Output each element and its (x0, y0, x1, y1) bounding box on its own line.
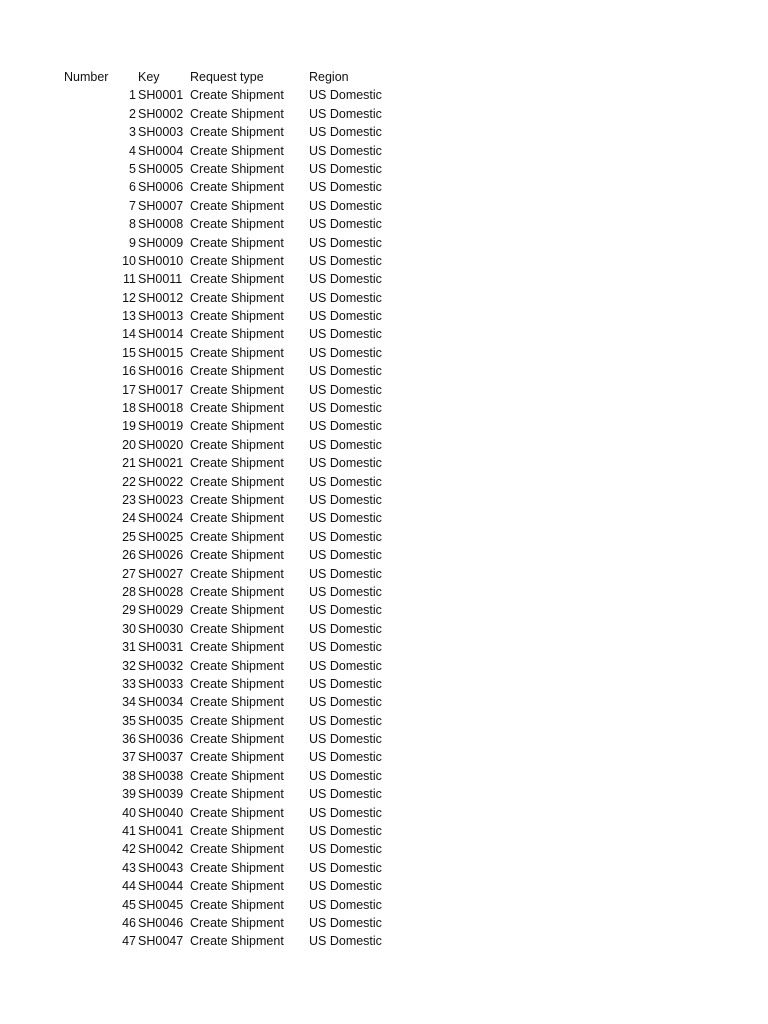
cell-key: SH0013 (138, 309, 184, 324)
cell-number: 1 (129, 88, 136, 103)
cell-number: 19 (122, 419, 136, 434)
cell-region: US Domestic (309, 603, 382, 618)
cell-request-type: Create Shipment (190, 125, 284, 140)
cell-request-type: Create Shipment (190, 382, 284, 397)
cell-request-type: Create Shipment (190, 603, 284, 618)
cell-region: US Domestic (309, 621, 382, 636)
table-row (0, 234, 768, 252)
cell-region: US Domestic (309, 401, 382, 416)
cell-request-type: Create Shipment (190, 235, 284, 250)
cell-number: 44 (122, 879, 136, 894)
cell-number: 37 (122, 750, 136, 765)
cell-request-type: Create Shipment (190, 492, 284, 507)
cell-region: US Domestic (309, 934, 382, 949)
cell-request-type: Create Shipment (190, 161, 284, 176)
cell-request-type: Create Shipment (190, 768, 284, 783)
cell-region: US Domestic (309, 695, 382, 710)
cell-number: 14 (122, 327, 136, 342)
table-row (0, 86, 768, 104)
cell-number: 43 (122, 860, 136, 875)
cell-number: 39 (122, 787, 136, 802)
cell-key: SH0017 (138, 382, 184, 397)
cell-key: SH0011 (138, 272, 183, 287)
cell-key: SH0030 (138, 621, 184, 636)
cell-key: SH0021 (138, 456, 184, 471)
cell-request-type: Create Shipment (190, 676, 284, 691)
cell-request-type: Create Shipment (190, 88, 284, 103)
cell-region: US Domestic (309, 860, 382, 875)
cell-number: 15 (122, 345, 136, 360)
cell-region: US Domestic (309, 897, 382, 912)
table-row (0, 657, 768, 675)
cell-region: US Domestic (309, 787, 382, 802)
cell-region: US Domestic (309, 915, 382, 930)
cell-number: 4 (129, 143, 136, 158)
cell-key: SH0039 (138, 787, 184, 802)
cell-region: US Domestic (309, 161, 382, 176)
cell-key: SH0027 (138, 566, 184, 581)
cell-key: SH0004 (138, 143, 184, 158)
cell-region: US Domestic (309, 309, 382, 324)
cell-request-type: Create Shipment (190, 419, 284, 434)
table-row (0, 804, 768, 822)
cell-key: SH0016 (138, 364, 184, 379)
cell-request-type: Create Shipment (190, 658, 284, 673)
cell-number: 25 (122, 529, 136, 544)
cell-region: US Domestic (309, 529, 382, 544)
cell-request-type: Create Shipment (190, 217, 284, 232)
cell-request-type: Create Shipment (190, 934, 284, 949)
shipment-table (0, 68, 768, 951)
cell-region: US Domestic (309, 732, 382, 747)
cell-number: 2 (129, 106, 136, 121)
cell-request-type: Create Shipment (190, 437, 284, 452)
cell-number: 9 (129, 235, 136, 250)
table-row (0, 270, 768, 288)
table-row (0, 896, 768, 914)
table-row (0, 362, 768, 380)
cell-request-type: Create Shipment (190, 309, 284, 324)
cell-region: US Domestic (309, 566, 382, 581)
table-row (0, 289, 768, 307)
table-row (0, 785, 768, 803)
cell-request-type: Create Shipment (190, 143, 284, 158)
cell-request-type: Create Shipment (190, 511, 284, 526)
table-row (0, 620, 768, 638)
table-row (0, 454, 768, 472)
cell-region: US Domestic (309, 88, 382, 103)
cell-region: US Domestic (309, 511, 382, 526)
cell-request-type: Create Shipment (190, 364, 284, 379)
cell-number: 3 (129, 125, 136, 140)
cell-region: US Domestic (309, 382, 382, 397)
table-row (0, 932, 768, 950)
cell-key: SH0006 (138, 180, 184, 195)
cell-request-type: Create Shipment (190, 860, 284, 875)
table-row (0, 381, 768, 399)
table-row (0, 565, 768, 583)
cell-region: US Domestic (309, 548, 382, 563)
cell-request-type: Create Shipment (190, 272, 284, 287)
cell-region: US Domestic (309, 658, 382, 673)
table-row (0, 399, 768, 417)
cell-request-type: Create Shipment (190, 401, 284, 416)
cell-region: US Domestic (309, 419, 382, 434)
cell-number: 13 (122, 309, 136, 324)
cell-request-type: Create Shipment (190, 805, 284, 820)
cell-request-type: Create Shipment (190, 879, 284, 894)
table-row (0, 748, 768, 766)
cell-number: 27 (122, 566, 136, 581)
cell-number: 6 (129, 180, 136, 195)
cell-number: 16 (122, 364, 136, 379)
cell-key: SH0029 (138, 603, 184, 618)
cell-key: SH0037 (138, 750, 184, 765)
cell-key: SH0045 (138, 897, 184, 912)
table-row (0, 528, 768, 546)
table-row (0, 730, 768, 748)
cell-region: US Domestic (309, 180, 382, 195)
cell-number: 40 (122, 805, 136, 820)
table-row (0, 767, 768, 785)
cell-key: SH0010 (138, 253, 184, 268)
cell-key: SH0015 (138, 345, 184, 360)
cell-key: SH0038 (138, 768, 184, 783)
table-row (0, 252, 768, 270)
cell-key: SH0005 (138, 161, 184, 176)
cell-key: SH0026 (138, 548, 184, 563)
cell-number: 20 (122, 437, 136, 452)
header-region: Region (309, 70, 349, 84)
cell-number: 12 (122, 290, 136, 305)
cell-key: SH0033 (138, 676, 184, 691)
cell-region: US Domestic (309, 768, 382, 783)
cell-request-type: Create Shipment (190, 180, 284, 195)
cell-request-type: Create Shipment (190, 290, 284, 305)
table-row (0, 215, 768, 233)
cell-region: US Domestic (309, 125, 382, 140)
cell-key: SH0034 (138, 695, 184, 710)
cell-region: US Domestic (309, 106, 382, 121)
cell-key: SH0024 (138, 511, 184, 526)
table-row (0, 840, 768, 858)
cell-key: SH0008 (138, 217, 184, 232)
cell-key: SH0018 (138, 401, 184, 416)
cell-region: US Domestic (309, 437, 382, 452)
cell-key: SH0007 (138, 198, 184, 213)
cell-region: US Domestic (309, 143, 382, 158)
table-header-row (0, 68, 768, 86)
cell-request-type: Create Shipment (190, 695, 284, 710)
cell-request-type: Create Shipment (190, 253, 284, 268)
table-row (0, 546, 768, 564)
cell-request-type: Create Shipment (190, 198, 284, 213)
cell-number: 11 (123, 272, 136, 287)
table-row (0, 325, 768, 343)
cell-number: 31 (122, 640, 136, 655)
cell-request-type: Create Shipment (190, 584, 284, 599)
table-row (0, 675, 768, 693)
table-row (0, 105, 768, 123)
cell-key: SH0003 (138, 125, 184, 140)
table-row (0, 197, 768, 215)
cell-number: 23 (122, 492, 136, 507)
cell-region: US Domestic (309, 492, 382, 507)
cell-number: 17 (122, 382, 136, 397)
cell-number: 18 (122, 401, 136, 416)
cell-region: US Domestic (309, 272, 382, 287)
cell-region: US Domestic (309, 235, 382, 250)
cell-number: 32 (122, 658, 136, 673)
cell-key: SH0035 (138, 713, 184, 728)
cell-region: US Domestic (309, 879, 382, 894)
cell-request-type: Create Shipment (190, 824, 284, 839)
cell-number: 38 (122, 768, 136, 783)
cell-number: 5 (129, 161, 136, 176)
cell-number: 24 (122, 511, 136, 526)
table-row (0, 344, 768, 362)
cell-number: 41 (122, 824, 136, 839)
cell-request-type: Create Shipment (190, 106, 284, 121)
cell-number: 47 (122, 934, 136, 949)
cell-number: 30 (122, 621, 136, 636)
table-row (0, 822, 768, 840)
cell-key: SH0028 (138, 584, 184, 599)
cell-key: SH0002 (138, 106, 184, 121)
cell-request-type: Create Shipment (190, 897, 284, 912)
cell-number: 35 (122, 713, 136, 728)
cell-key: SH0042 (138, 842, 184, 857)
table-body (0, 86, 768, 950)
cell-region: US Domestic (309, 290, 382, 305)
cell-region: US Domestic (309, 327, 382, 342)
table-row (0, 859, 768, 877)
cell-request-type: Create Shipment (190, 529, 284, 544)
cell-request-type: Create Shipment (190, 713, 284, 728)
cell-key: SH0019 (138, 419, 184, 434)
cell-region: US Domestic (309, 253, 382, 268)
cell-request-type: Create Shipment (190, 327, 284, 342)
table-row (0, 491, 768, 509)
cell-request-type: Create Shipment (190, 474, 284, 489)
cell-key: SH0040 (138, 805, 184, 820)
cell-request-type: Create Shipment (190, 732, 284, 747)
cell-number: 34 (122, 695, 136, 710)
cell-region: US Domestic (309, 676, 382, 691)
cell-key: SH0047 (138, 934, 184, 949)
cell-request-type: Create Shipment (190, 640, 284, 655)
cell-key: SH0001 (138, 88, 184, 103)
cell-number: 45 (122, 897, 136, 912)
cell-region: US Domestic (309, 474, 382, 489)
cell-region: US Domestic (309, 198, 382, 213)
cell-number: 26 (122, 548, 136, 563)
cell-request-type: Create Shipment (190, 915, 284, 930)
cell-request-type: Create Shipment (190, 456, 284, 471)
cell-key: SH0014 (138, 327, 184, 342)
table-row (0, 178, 768, 196)
cell-region: US Domestic (309, 456, 382, 471)
cell-number: 46 (122, 915, 136, 930)
cell-request-type: Create Shipment (190, 548, 284, 563)
cell-key: SH0022 (138, 474, 184, 489)
cell-region: US Domestic (309, 824, 382, 839)
cell-key: SH0046 (138, 915, 184, 930)
cell-key: SH0043 (138, 860, 184, 875)
cell-key: SH0036 (138, 732, 184, 747)
header-number: Number (64, 70, 109, 84)
table-row (0, 123, 768, 141)
cell-number: 42 (122, 842, 136, 857)
cell-request-type: Create Shipment (190, 345, 284, 360)
table-row (0, 712, 768, 730)
header-request-type: Request type (190, 70, 264, 84)
cell-key: SH0020 (138, 437, 184, 452)
cell-key: SH0009 (138, 235, 184, 250)
cell-number: 7 (129, 198, 136, 213)
cell-number: 8 (129, 217, 136, 232)
table-row (0, 307, 768, 325)
cell-number: 33 (122, 676, 136, 691)
cell-region: US Domestic (309, 750, 382, 765)
table-row (0, 417, 768, 435)
cell-region: US Domestic (309, 713, 382, 728)
table-row (0, 914, 768, 932)
table-row (0, 638, 768, 656)
table-row (0, 601, 768, 619)
cell-number: 29 (122, 603, 136, 618)
cell-request-type: Create Shipment (190, 566, 284, 581)
cell-region: US Domestic (309, 805, 382, 820)
table-row (0, 436, 768, 454)
table-row (0, 160, 768, 178)
cell-request-type: Create Shipment (190, 750, 284, 765)
cell-key: SH0025 (138, 529, 184, 544)
cell-request-type: Create Shipment (190, 787, 284, 802)
table-row (0, 509, 768, 527)
cell-number: 10 (122, 253, 136, 268)
header-key: Key (138, 70, 160, 84)
cell-key: SH0031 (138, 640, 184, 655)
cell-number: 21 (122, 456, 136, 471)
cell-key: SH0012 (138, 290, 184, 305)
cell-number: 28 (122, 584, 136, 599)
cell-key: SH0041 (138, 824, 184, 839)
table-row (0, 473, 768, 491)
cell-key: SH0032 (138, 658, 184, 673)
cell-region: US Domestic (309, 640, 382, 655)
cell-region: US Domestic (309, 217, 382, 232)
cell-region: US Domestic (309, 345, 382, 360)
cell-number: 22 (122, 474, 136, 489)
table-row (0, 142, 768, 160)
cell-request-type: Create Shipment (190, 621, 284, 636)
table-row (0, 693, 768, 711)
cell-region: US Domestic (309, 842, 382, 857)
cell-key: SH0044 (138, 879, 184, 894)
table-row (0, 583, 768, 601)
cell-key: SH0023 (138, 492, 184, 507)
cell-number: 36 (122, 732, 136, 747)
table-row (0, 877, 768, 895)
cell-region: US Domestic (309, 364, 382, 379)
cell-region: US Domestic (309, 584, 382, 599)
cell-request-type: Create Shipment (190, 842, 284, 857)
